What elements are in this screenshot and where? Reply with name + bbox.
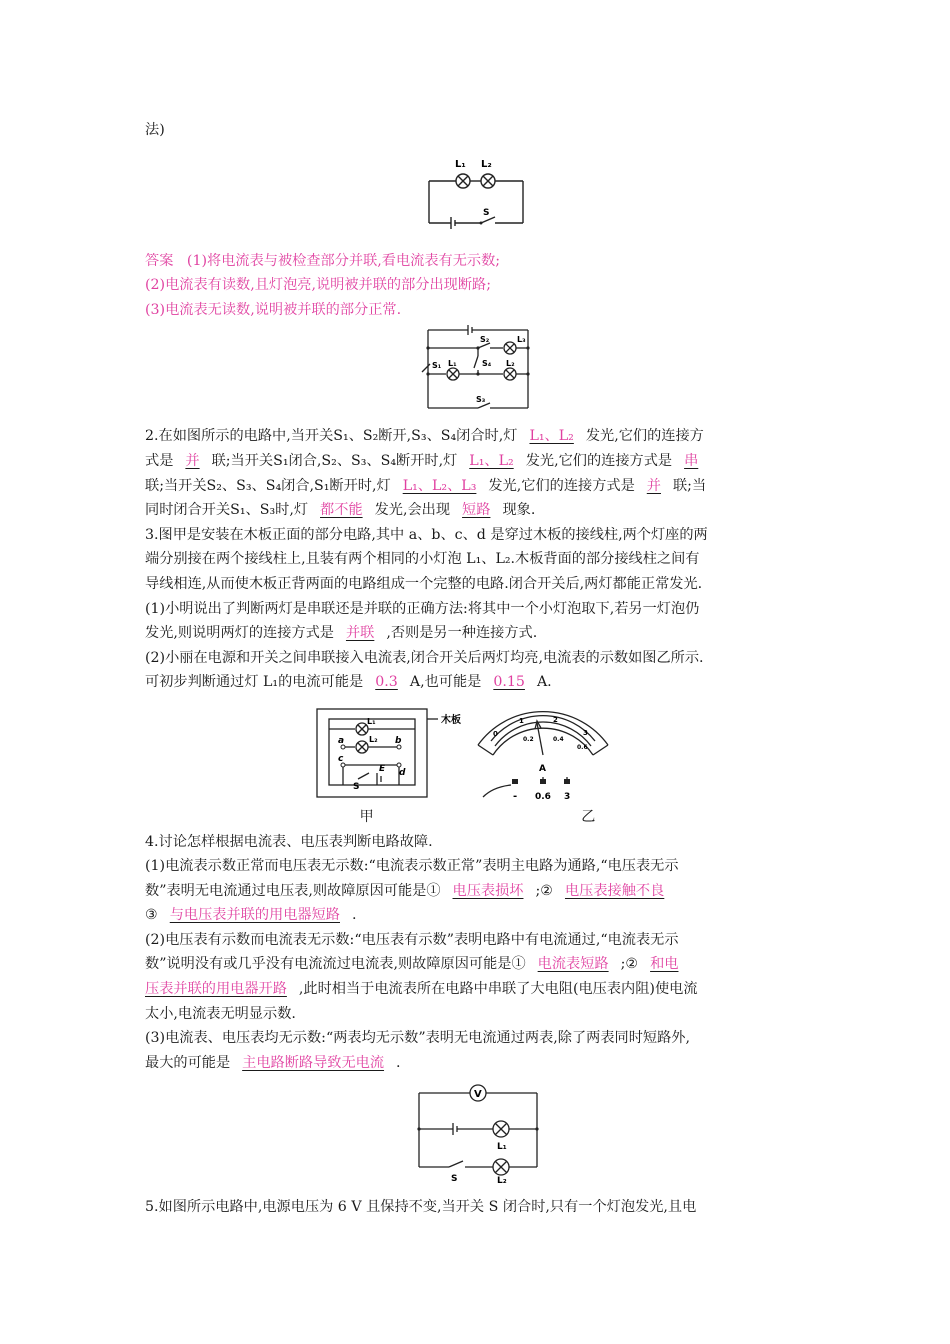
q4-answer-4: 电流表短路 (537, 956, 609, 973)
q3-answer-2: 0.3 (375, 674, 398, 691)
fig1-s-label: S (482, 207, 489, 218)
fig2-l3: L₃ (516, 335, 526, 345)
q2-answer-3: L₁、L₂ (469, 452, 514, 469)
fig2-s2: S₂ (479, 335, 489, 345)
fig3-caption-left: 甲 (359, 808, 374, 825)
question-2: 2.在如图所示的电路中,当开关S₁、S₂断开,S₃、S₄闭合时,灯 L₁、L₂ 发光,它们的连接方 式是 并 联;当开关S₁闭合,S₂、S₃、S₄断开时,灯 L₁、L₂ 发光,它们的连接方式是 串 联;当开关S₂、S₃、S₄闭合,S₁断开时,灯 L₁、L₂、L₃ 发光,它们的连接方式是 并 联;当 同时闭合开关S₁、S₃时,灯 都不能 发光,会出现 短路 现象. (145, 428, 707, 519)
fig2-l1: L₁ (447, 359, 457, 369)
answer1-line3: (3)电流表无读数,说明被并联的部分正常. (145, 301, 402, 318)
fig3-board-label: 木板 (440, 714, 461, 726)
circuit-figure-2 (418, 324, 538, 416)
fig3-tick-1: 1 (518, 716, 524, 725)
q2-answer-2: 并 (185, 452, 200, 469)
fig3-caption-right: 乙 (581, 808, 596, 825)
q2-answer-5: L₁、L₂、L₃ (402, 477, 477, 494)
fig4-s: S (450, 1174, 457, 1184)
fig3-s: S (352, 781, 359, 792)
q4-answer-2: 电压表接触不良 (564, 882, 665, 899)
fig3-b: b (394, 735, 401, 746)
fig3-a: a (337, 735, 344, 746)
question-3: 3.图甲是安装在木板正面的部分电路,其中 a、b、c、d 是穿过木板的接线柱,两个灯座的两 端分别接在两个接线柱上,且装有两个相同的小灯泡 L₁、L₂.木板背面的部分接线柱之间有 导线相连,从而使木板正背两面的电路组成一个完整的电路.闭合开关后,两灯都能正常发光. (1)小明说出了判断两灯是串联还是并联的正确方法:将其中一个小灯泡取下,若另一灯泡仍 发光,则说明两灯的连接方式是 并联 ,否则是另一种连接方式. (2)小丽在电源和开关之间串联接入电流表,闭合开关后两灯均亮,电流表的示数如图乙所示. 可初步判断通过灯 L₁的电流可能是 0.3 A,也可能是 0.15 A. (145, 526, 708, 691)
fig3-tick-2: 2 (552, 715, 558, 724)
answer1-line1: 答案 (1)将电流表与被检查部分并联,看电流表有无示数; (145, 252, 501, 269)
fig2-l2: L₂ (505, 359, 515, 369)
fig3-tick-small-2: 0.4 (552, 735, 564, 743)
q2-answer-4: 串 (684, 452, 699, 469)
fig3-minus: - (512, 790, 517, 802)
circuit-figure-3 (313, 705, 643, 805)
fig3-e: E (378, 763, 385, 774)
fig3-l1: L₁ (366, 716, 376, 726)
q3-answer-1: 并联 (345, 625, 375, 642)
q2-answer-7: 都不能 (320, 502, 363, 519)
fig2-s4: S₄ (481, 359, 491, 369)
fig2-s1: S₁ (431, 361, 441, 371)
intro-tail: 法) (145, 122, 165, 138)
fig3-terminal-06: 0.6 (534, 791, 551, 802)
fig3-tick-3: 3 (582, 728, 588, 737)
q4-answer-5b: 压表并联的用电器开路 (145, 981, 287, 998)
fig3-terminal-3: 3 (563, 791, 570, 802)
q4-answer-1: 电压表损坏 (452, 882, 524, 899)
document-page (145, 118, 810, 1220)
fig3-tick-small-1: 0.2 (522, 735, 534, 743)
q4-answer-5a: 和电 (650, 956, 679, 973)
circuit-figure-4 (413, 1083, 543, 1183)
q4-answer-3: 与电压表并联的用电器短路 (169, 907, 340, 924)
question-5: 5.如图所示电路中,电源电压为 6 V 且保持不变,当开关 S 闭合时,只有一个灯泡发光,且电 (145, 1199, 697, 1216)
q2-answer-8: 短路 (462, 502, 491, 519)
q2-answer-6: 并 (646, 477, 661, 494)
question-4: 4.讨论怎样根据电流表、电压表判断电路故障. (1)电流表示数正常而电压表无示数:“电流表示数正常”表明主电路为通路,“电压表无示 数”表明无电流通过电压表,则故障原因可能是① 电压表损坏 ;② 电压表接触不良 ③ 与电压表并联的用电器短路 . (2)电压表有示数而电流表无示数:“电压表有示数”表明电路中有电流通过,“电流表无示 数”说明没有或几乎没有电流流过电流表,则故障原因可能是① 电流表短路 ;② 和电 压表并联的用电器开路 ,此时相当于电流表所在电路中串联了大电阻(电压表内阻)使电流 太小,电流表无明显示数. (3)电流表、电压表均无示数:“两表均无示数”表明无电流通过两表,除了两表同时短路外, 最大的可能是 主电路断路导致无电流 . (145, 833, 698, 1071)
fig3-amp-label: A (538, 763, 546, 774)
fig3-tick-0: 0 (492, 729, 498, 738)
fig4-v: V (473, 1089, 482, 1101)
fig4-l1: L₁ (496, 1142, 507, 1153)
fig3-tick-small-3: 0.6 (576, 743, 588, 751)
fig1-l1-label: L₁ (454, 158, 466, 170)
fig2-s3: S₃ (475, 395, 485, 405)
answer1-line2: (2)电流表有读数,且灯泡亮,说明被并联的部分出现断路; (145, 277, 492, 294)
fig4-l2: L₂ (496, 1176, 507, 1184)
fig3-captions (360, 805, 596, 830)
fig3-l2: L₂ (368, 734, 378, 744)
q4-answer-6: 主电路断路导致无电流 (242, 1054, 385, 1071)
circuit-figure-1 (423, 147, 533, 231)
answer-block-1 (145, 249, 810, 323)
fig3-c: c (337, 753, 343, 764)
fig3-d: d (398, 767, 405, 778)
q3-answer-3: 0.15 (493, 674, 525, 691)
q2-answer-1: L₁、L₂ (529, 428, 574, 445)
fig1-l2-label: L₂ (480, 158, 492, 170)
